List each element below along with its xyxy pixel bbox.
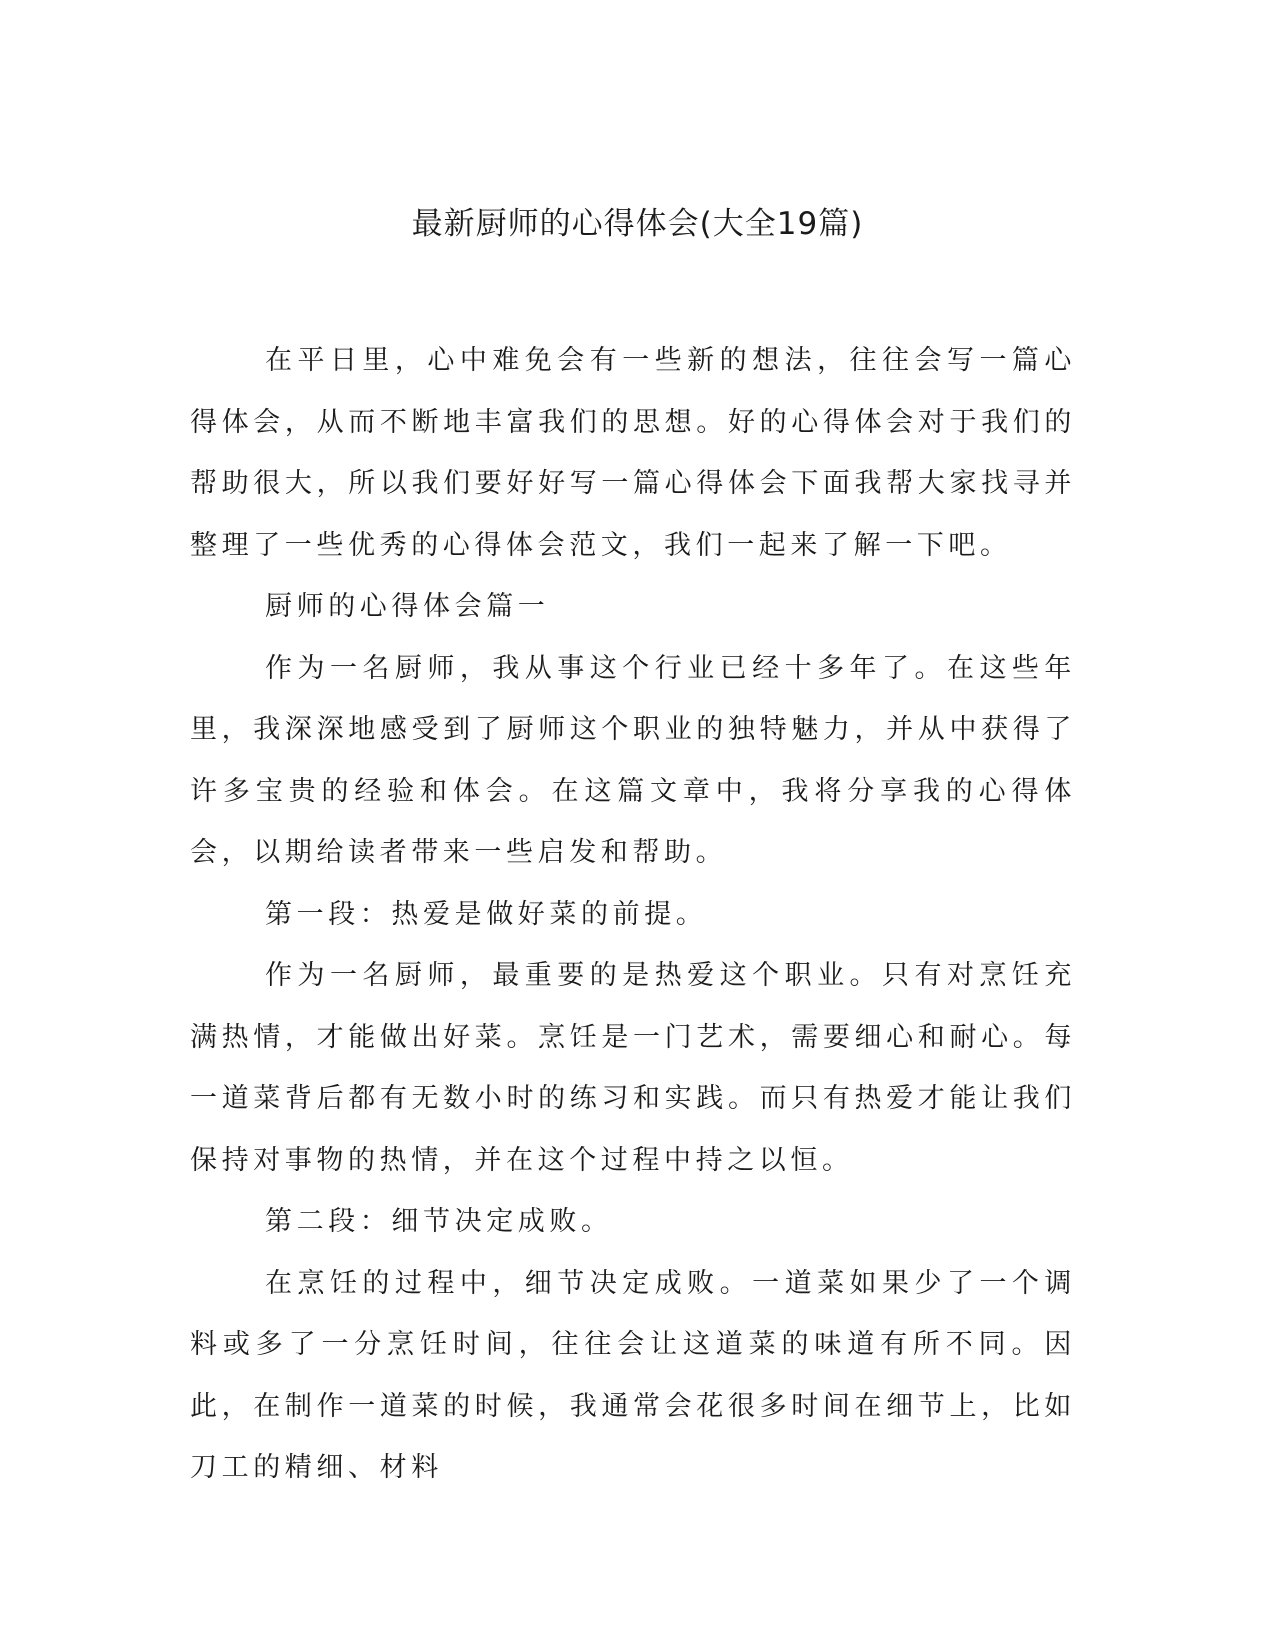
subsection-heading-1: 第一段：热爱是做好菜的前提。 [265,898,708,930]
intro-paragraph: 在平日里，心中难免会有一些新的想法，往往会写一篇心得体会，从而不断地丰富我们的思想。好的心得体会对于我们的帮助很大，所以我们要好好写一篇心得体会下面我帮大家找寻并整理了一些优秀的心得体会范文，我们一起来了解一下吧。 [190,345,1076,561]
body-paragraph: 作为一名厨师，我从事这个行业已经十多年了。在这些年里，我深深地感受到了厨师这个职业的独特魅力，并从中获得了许多宝贵的经验和体会。在这篇文章中，我将分享我的心得体会，以期给读者带来一些启发和帮助。 [190,652,1076,868]
section-heading-part-one: 厨师的心得体会篇一 [265,591,550,622]
subsection-heading-2: 第二段：细节决定成败。 [265,1206,613,1237]
body-paragraph: 作为一名厨师，最重要的是热爱这个职业。只有对烹饪充满热情，才能做出好菜。烹饪是一门艺术，需要细心和耐心。每一道菜背后都有无数小时的练习和实践。而只有热爱才能让我们保持对事物的热情，并在这个过程中持之以恒。 [190,960,1076,1176]
body-paragraph: 在烹饪的过程中，细节决定成败。一道菜如果少了一个调料或多了一分烹饪时间，往往会让这道菜的味道有所不同。因此，在制作一道菜的时候，我通常会花很多时间在细节上，比如刀工的精细、材料 [190,1267,1076,1483]
document-title: 最新厨师的心得体会(大全19篇) [411,206,864,242]
document-body [190,330,1076,1499]
